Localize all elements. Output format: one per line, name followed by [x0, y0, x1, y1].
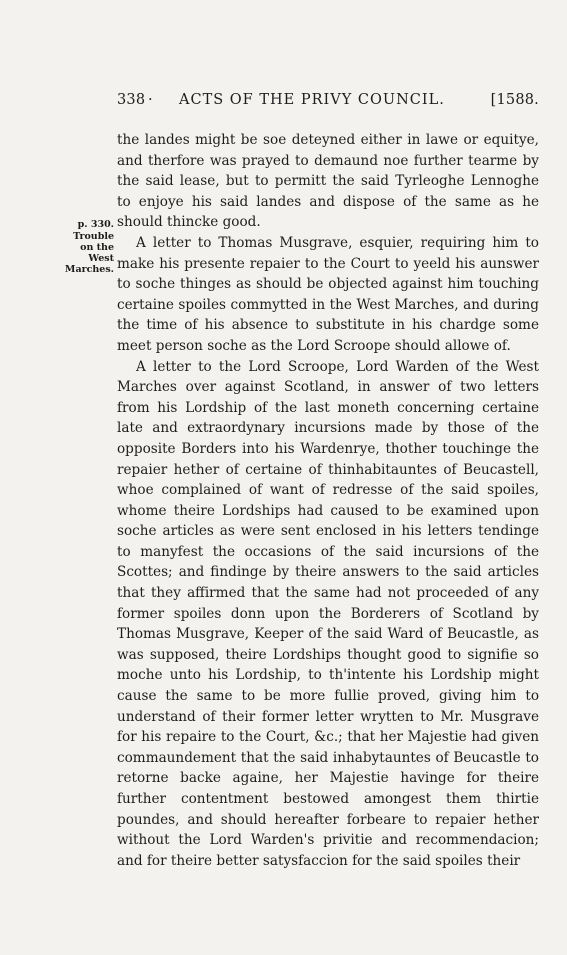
paragraph-letter-scroope: A letter to the Lord Scroope, Lord Warden of the West Marches over against Scotland, in answer of two letters from his Lordship of the last moneth concerning certaine late and extraordynary incursions made by those of the opposite Borders into his Wardenrye, thother touchinge the repaier hether of certaine of thinhabitauntes of Beucastell, whoe complained of want of redresse of the said spoiles, whome theire Lordships had caused to be examined upon soche articles as were sent enclosed in his letters tendinge to manyfest the occasions of the said incursions of the Scottes; and findinge by theire answers to the said articles that they affirmed that the same had not proceeded of any former spoiles donn upon the Borderers of Scotland by Thomas Musgrave, Keeper of the said Ward of Beucastle, as was supposed, theire Lordships thought good to signifie so moche unto his Lordship, to th'intente his Lordship might cause the same to be more fullie proved, giving him to understand of their former letter wrytten to Mr. Musgrave for his repaire to the Court, &c.; that her Majestie had given commaundement that the said inhabytauntes of Beucastle to retorne backe againe, her Majestie havinge for theire further contentment bestowed amongest them thirtie poundes, and should hereafter forbeare to repaier hether without the Lord Warden's privitie and recommendacion; and for theire better satysfaccion for the said spoiles their [117, 358, 539, 869]
body-text [117, 130, 539, 871]
margin-note-subject: Trouble on the West Marches. [64, 231, 114, 275]
header-separator: · [148, 92, 153, 108]
margin-page-reference: p. 330. [77, 219, 114, 230]
page-number: 338 [117, 92, 146, 108]
paragraph-letter-musgrave: A letter to Thomas Musgrave, esquier, requiring him to make his presente repaier to the Court to yeeld his aunswer to soche thinges as should be objected against him touching certaine spoiles commytted in the West Marches, and during the time of his absence to substitute in his chardge some meet person soche as the Lord Scroope should allowe of. [117, 234, 539, 354]
header-year: [1588. [490, 92, 539, 108]
running-title: ACTS OF THE PRIVY COUNCIL. [179, 92, 445, 108]
paragraph-continued: the landes might be soe deteyned either in lawe or equitye, and therfore was prayed to demaund noe further tearme by the said lease, but to permitt the said Tyrleoghe Lennoghe to enjoye his said landes and dispose of the same as he should thincke good. [117, 132, 539, 231]
running-header [117, 92, 539, 114]
